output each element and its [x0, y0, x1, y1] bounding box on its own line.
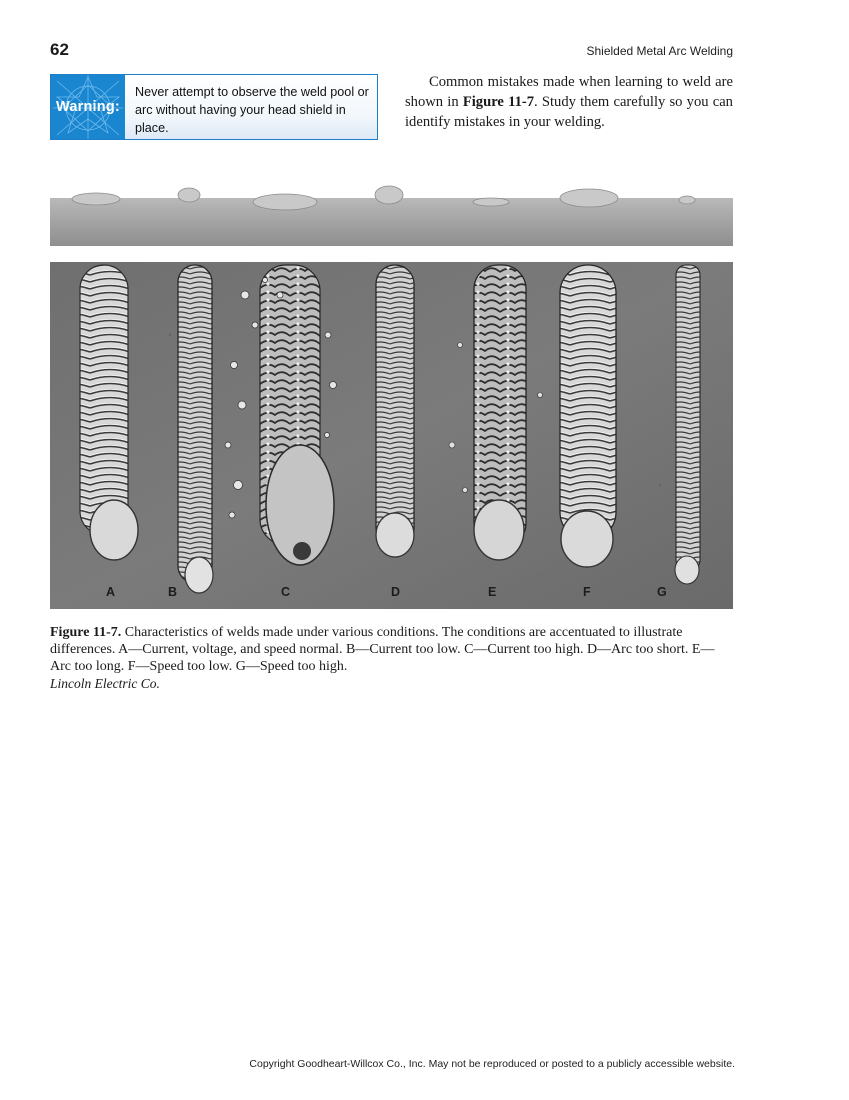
copyright-footer: Copyright Goodheart-Willcox Co., Inc. May not be reproduced or posted to a publicly accessible website. [249, 1058, 735, 1070]
warning-box [50, 74, 378, 140]
weld-figure-photo [50, 185, 733, 609]
body-text-after: . Study them carefully so you can identify mistakes in your welding. [405, 94, 733, 130]
body-paragraph [405, 72, 733, 132]
figure-credit: Lincoln Electric Co. [50, 676, 160, 691]
body-text-before: Common mistakes made when learning to weld are shown in [405, 74, 733, 110]
figure-caption-text: Characteristics of welds made under various conditions. The conditions are accentuated to illustrate differences. A—Current, voltage, and speed normal. B—Current too low. C—Current too high. D—Arc too short. E—Arc too long. F—Speed too low. G—Speed too high. [50, 625, 715, 674]
weld-label-g: G [657, 585, 667, 599]
running-head: Shielded Metal Arc Welding [586, 44, 733, 58]
weld-label-b: B [168, 585, 178, 599]
figure-caption-number: Figure 11-7. [50, 625, 122, 640]
warning-text: Never attempt to observe the weld pool or arc without having your head shield in place. [125, 75, 377, 139]
figure-reference: Figure 11-7 [462, 94, 535, 110]
weld-label-d: D [391, 585, 401, 599]
weld-label-f: F [583, 585, 591, 599]
weld-label-c: C [281, 585, 291, 599]
weld-label-a: A [106, 585, 116, 599]
weld-label-e: E [488, 585, 497, 599]
warning-label: Warning: [56, 99, 120, 115]
figure-caption [50, 624, 733, 675]
warning-badge [51, 75, 125, 139]
page-number: 62 [50, 40, 69, 59]
weld-beads-photo [50, 185, 733, 609]
